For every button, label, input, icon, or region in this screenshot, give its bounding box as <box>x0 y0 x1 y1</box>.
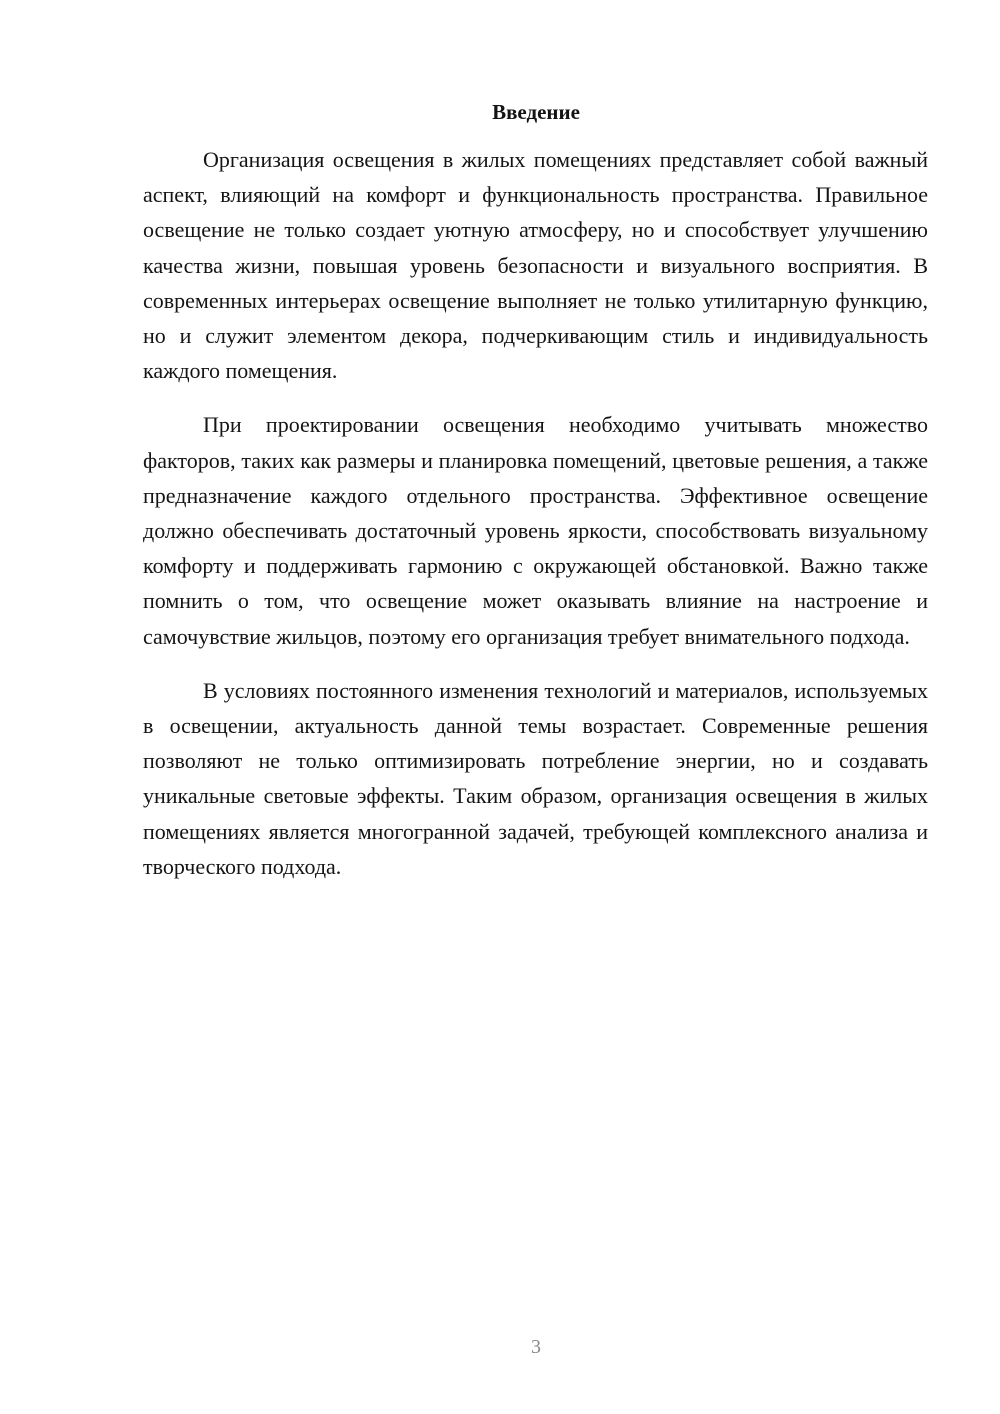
paragraph-1: Организация освещения в жилых помещениях представляет собой важный аспект, влияющий на комфорт и функциональность пространства. Правильное освещение не только создает уютную атмосферу, но и способствует улучшению качества жизни, повышая уровень безопасности и визуального восприятия. В современных интерьерах освещение выполняет не только утилитарную функцию, но и служит элементом декора, подчеркивающим стиль и индивидуальность каждого помещения. <box>143 147 928 384</box>
paragraph-2: При проектировании освещения необходимо учитывать множество факторов, таких как размеры и планировка помещений, цветовые решения, а также предназначение каждого отдельного пространства. Эффективное освещение должно обеспечивать достаточный уровень яркости, способствовать визуальному комфорту и поддерживать гармонию с окружающей обстановкой. Важно также помнить о том, что освещение может оказывать влияние на настроение и самочувствие жильцов, поэтому его организация требует внимательного подхода. <box>143 412 928 649</box>
section-heading: Введение <box>492 100 580 124</box>
paragraph-3: В условиях постоянного изменения технологий и материалов, используемых в освещении, актуальность данной темы возрастает. Современные решения позволяют не только оптимизировать потребление энергии, но и создавать уникальные световые эффекты. Таким образом, организация освещения в жилых помещениях является многогранной задачей, требующей комплексного анализа и творческого подхода. <box>143 677 928 879</box>
body-text <box>143 142 928 903</box>
page-number: 3 <box>531 1336 541 1358</box>
